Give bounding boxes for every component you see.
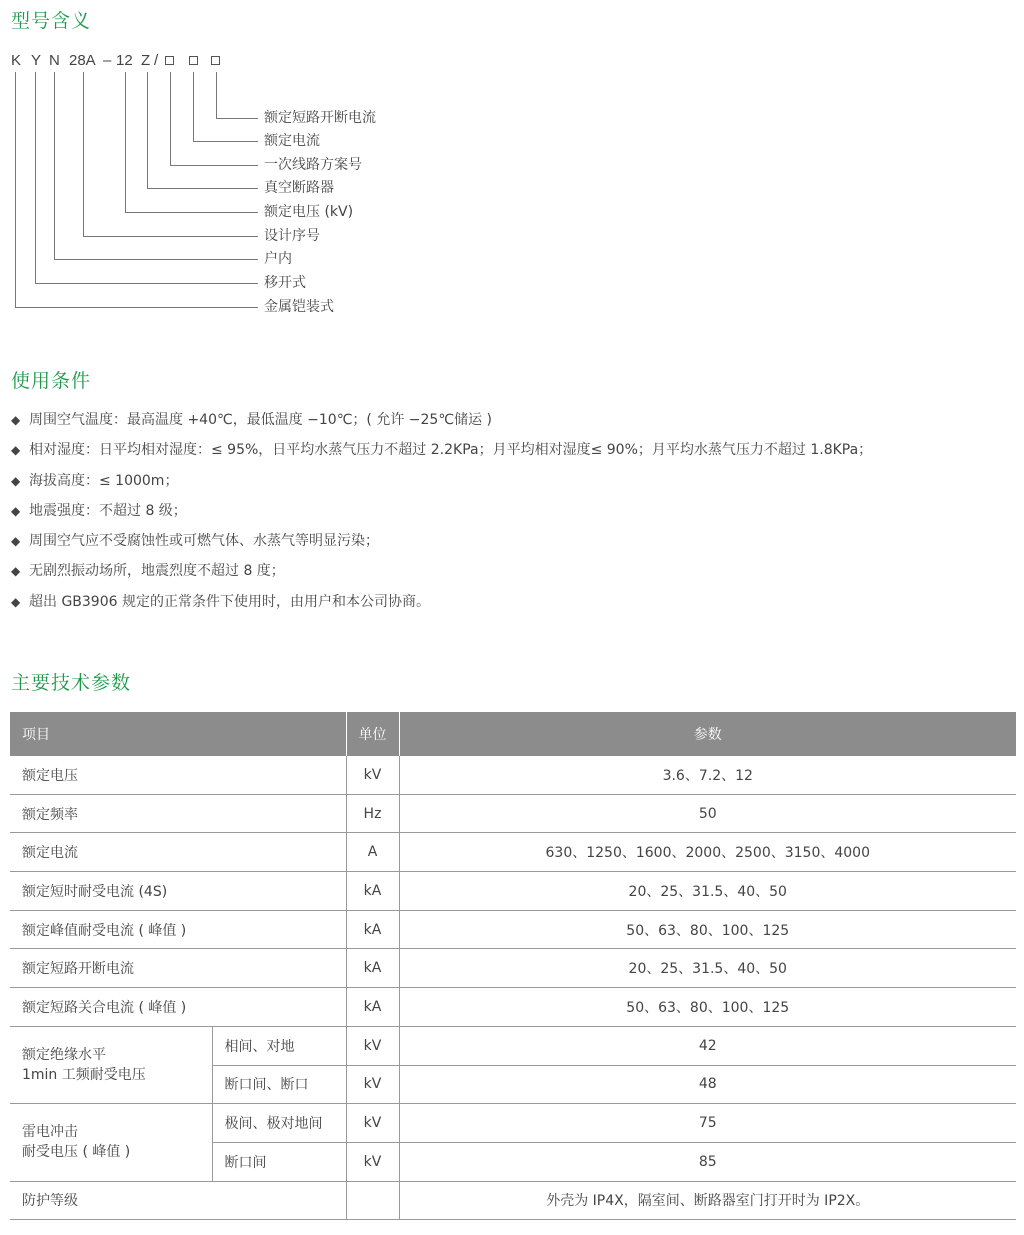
header-value: 参数 xyxy=(399,712,1016,756)
list-item xyxy=(11,466,872,496)
list-item xyxy=(11,526,872,556)
list-item xyxy=(11,556,872,586)
cell-group-lightning xyxy=(10,1104,212,1181)
cell-subitem: 断口间 xyxy=(212,1142,346,1181)
cell-item: 额定电压 xyxy=(10,756,346,794)
cell-value: 50、63、80、100、125 xyxy=(399,988,1016,1027)
cell-value: 42 xyxy=(399,1026,1016,1065)
table-row xyxy=(10,872,1016,911)
diamond-bullet-icon: ◆ xyxy=(11,594,21,609)
code-char-dash: – xyxy=(103,52,112,69)
cell-value: 50、63、80、100、125 xyxy=(399,910,1016,949)
code-char-y: Y xyxy=(31,52,42,69)
cell-unit: kV xyxy=(346,1104,399,1143)
cell-value: 75 xyxy=(399,1104,1016,1143)
cell-unit: kV xyxy=(346,756,399,794)
code-char-28a: 28A xyxy=(69,52,96,69)
condition-text: 地震强度：不超过 8 级； xyxy=(29,502,187,519)
conditions-list xyxy=(11,405,872,617)
cell-value: 85 xyxy=(399,1142,1016,1181)
cell-item: 额定短时耐受电流 (4S) xyxy=(10,872,346,911)
cell-item: 额定峰值耐受电流 ( 峰值 ) xyxy=(10,910,346,949)
code-box-1 xyxy=(165,56,174,65)
table-row xyxy=(10,1181,1016,1220)
diamond-bullet-icon: ◆ xyxy=(11,534,21,549)
cell-value: 630、1250、1600、2000、2500、3150、4000 xyxy=(399,833,1016,872)
cell-item: 额定短路开断电流 xyxy=(10,949,346,988)
cell-subitem: 相间、对地 xyxy=(212,1026,346,1065)
table-row xyxy=(10,1026,1016,1065)
condition-text: 周围空气应不受腐蚀性或可燃气体、水蒸气等明显污染； xyxy=(29,533,379,550)
header-unit: 单位 xyxy=(346,712,399,756)
header-item: 项目 xyxy=(10,712,346,756)
diamond-bullet-icon: ◆ xyxy=(11,413,21,427)
label-short-circuit-breaking-current: 额定短路开断电流 xyxy=(264,110,376,126)
cell-unit: kA xyxy=(346,988,399,1027)
list-item xyxy=(11,587,872,617)
table-row xyxy=(10,756,1016,794)
cell-unit: Hz xyxy=(346,794,399,833)
condition-text: 海拔高度：≤ 1000m； xyxy=(29,472,179,489)
cell-unit: kV xyxy=(346,1065,399,1104)
table-row xyxy=(10,794,1016,833)
label-withdrawable: 移开式 xyxy=(264,275,306,291)
group-line: 耐受电压 ( 峰值 ) xyxy=(22,1144,131,1161)
cell-subitem: 极间、极对地间 xyxy=(212,1104,346,1143)
cell-item: 额定频率 xyxy=(10,794,346,833)
code-char-z: Z xyxy=(141,52,151,69)
cell-item: 额定电流 xyxy=(10,833,346,872)
condition-text: 超出 GB3906 规定的正常条件下使用时，由用户和本公司协商。 xyxy=(29,593,430,610)
code-char-slash: / xyxy=(154,52,159,69)
table-row xyxy=(10,949,1016,988)
table-row xyxy=(10,833,1016,872)
cell-unit: A xyxy=(346,833,399,872)
code-char-n: N xyxy=(49,52,60,69)
table-row xyxy=(10,910,1016,949)
diamond-bullet-icon: ◆ xyxy=(11,473,21,488)
cell-value: 50 xyxy=(399,794,1016,833)
list-item xyxy=(11,435,872,465)
list-item xyxy=(11,496,872,526)
table-row xyxy=(10,988,1016,1027)
condition-text: 周围空气温度：最高温度 +40℃，最低温度 −10℃；( 允许 −25℃储运 ) xyxy=(29,412,492,428)
condition-text: 相对湿度：日平均相对湿度：≤ 95%，日平均水蒸气压力不超过 2.2KPa；月平均相对湿度≤ 90%；月平均水蒸气压力不超过 1.8KPa； xyxy=(29,442,873,459)
cell-value: 20、25、31.5、40、50 xyxy=(399,872,1016,911)
table-header-row xyxy=(10,712,1016,756)
cell-value: 20、25、31.5、40、50 xyxy=(399,949,1016,988)
cell-value: 48 xyxy=(399,1065,1016,1104)
model-code-diagram xyxy=(0,0,420,330)
model-section-title: 型号含义 xyxy=(11,10,92,32)
code-box-2 xyxy=(189,56,198,65)
label-metal-armored: 金属铠装式 xyxy=(264,299,334,315)
table-row xyxy=(10,1104,1016,1143)
list-item xyxy=(11,405,872,435)
diamond-bullet-icon: ◆ xyxy=(11,564,21,579)
cell-value: 3.6、7.2、12 xyxy=(399,756,1016,794)
params-table xyxy=(10,712,1016,1220)
cell-unit: kA xyxy=(346,910,399,949)
cell-unit xyxy=(346,1181,399,1220)
diamond-bullet-icon: ◆ xyxy=(11,443,21,458)
cell-subitem: 断口间、断口 xyxy=(212,1065,346,1104)
code-box-3 xyxy=(211,56,220,65)
cell-group-insulation xyxy=(10,1026,212,1103)
label-design-serial: 设计序号 xyxy=(264,228,320,244)
code-char-12: 12 xyxy=(116,52,133,69)
label-indoor: 户内 xyxy=(264,251,292,267)
label-vacuum-breaker: 真空断路器 xyxy=(264,180,334,196)
conditions-section-title: 使用条件 xyxy=(11,370,92,392)
label-primary-circuit-scheme: 一次线路方案号 xyxy=(264,157,362,173)
label-rated-voltage: 额定电压 (kV) xyxy=(264,204,354,220)
cell-unit: kA xyxy=(346,872,399,911)
condition-text: 无剧烈振动场所，地震烈度不超过 8 度； xyxy=(29,563,285,580)
code-char-k: K xyxy=(11,52,22,69)
cell-unit: kA xyxy=(346,949,399,988)
group-line: 额定绝缘水平 xyxy=(22,1047,106,1063)
cell-item: 额定短路关合电流 ( 峰值 ) xyxy=(10,988,346,1027)
cell-value: 外壳为 IP4X，隔室间、断路器室门打开时为 IP2X。 xyxy=(399,1181,1016,1220)
cell-unit: kV xyxy=(346,1026,399,1065)
label-rated-current: 额定电流 xyxy=(264,133,320,149)
params-section-title: 主要技术参数 xyxy=(11,672,132,694)
cell-unit: kV xyxy=(346,1142,399,1181)
group-line: 1min 工频耐受电压 xyxy=(22,1067,146,1083)
group-line: 雷电冲击 xyxy=(22,1124,78,1141)
diamond-bullet-icon: ◆ xyxy=(11,503,21,518)
cell-item: 防护等级 xyxy=(10,1181,346,1220)
